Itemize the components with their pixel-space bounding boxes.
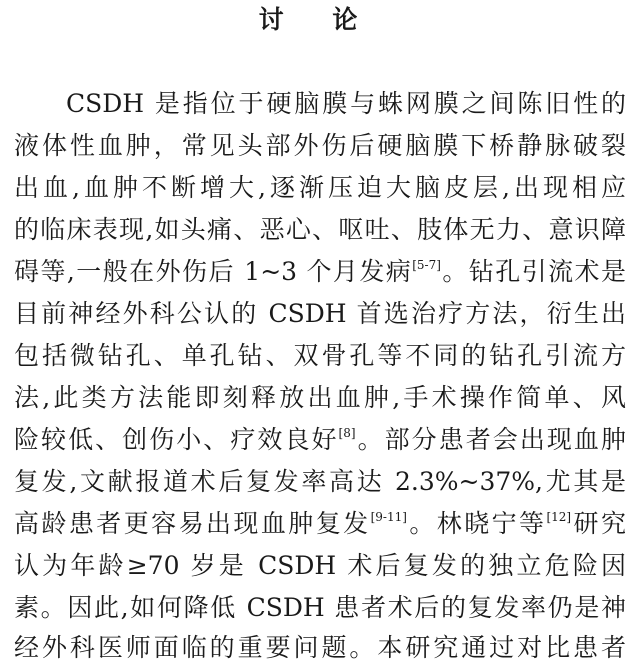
text-line: 的临床表现,如头痛、恶心、呕吐、肢体无力、意识障 [14,215,626,244]
text-line: CSDH 是指位于硬脑膜与蛛网膜之间陈旧性的 [66,89,626,118]
text-line: 认为年龄≥70 岁是 CSDH 术后复发的独立危险因 [14,551,626,580]
citation: [9-11] [370,510,407,524]
text-line: 包括微钻孔、单孔钻、双骨孔等不同的钻孔引流方 [14,341,626,370]
text-line: 液体性血肿，常见头部外伤后硬脑膜下桥静脉破裂 [14,131,626,160]
text-line: 出血,血肿不断增大,逐渐压迫大脑皮层,出现相应 [14,173,626,202]
text-line: 高龄患者更容易出现血肿复发[9-11]。林晓宁等[12]研究 [14,509,626,538]
text-line: 素。因此,如何降低 CSDH 患者术后的复发率仍是神 [14,593,626,622]
text-line: 碍等,一般在外伤后 1~3 个月发病[5-7]。钻孔引流术是 [14,257,626,286]
citation: [8] [338,426,356,440]
citation: [12] [546,510,572,524]
text-line: 法,此类方法能即刻释放出血肿,手术操作简单、风 [14,383,626,412]
citation: [5-7] [412,258,441,272]
text-line: 经外科医师面临的重要问题。本研究通过对比患者 [14,633,626,662]
text-line: 复发,文献报道术后复发率高达 2.3%~37%,尤其是 [14,467,626,496]
text-line: 险较低、创伤小、疗效良好[8]。部分患者会出现血肿 [14,425,626,454]
section-title: 讨 论 [258,5,378,34]
text-line: 目前神经外科公认的 CSDH 首选治疗方法，衍生出 [14,299,626,328]
